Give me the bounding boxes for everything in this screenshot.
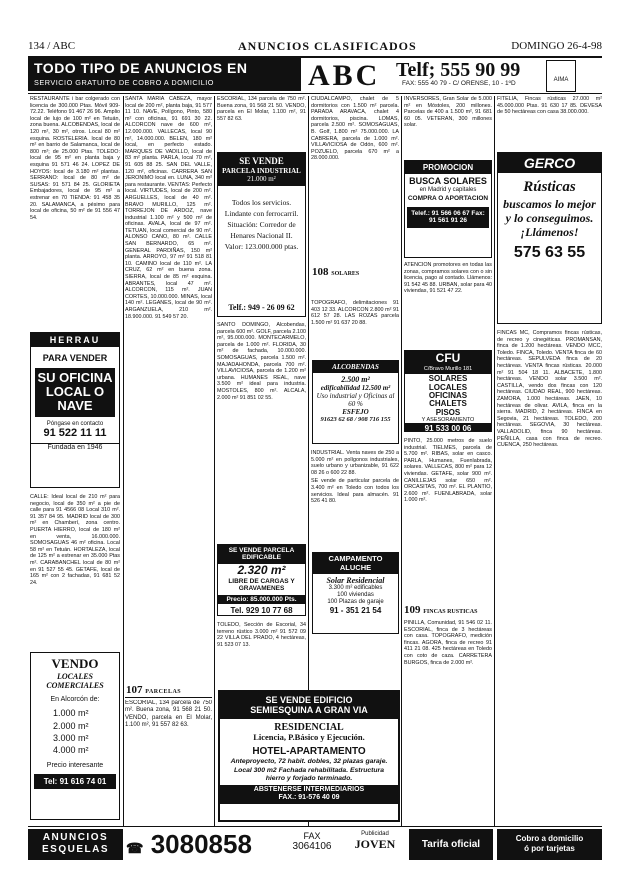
gerco-logo: GERCO — [498, 153, 601, 173]
footer-fax-box — [282, 829, 342, 860]
page-header — [28, 40, 602, 57]
ed-l4: Licencia, P.Básico y Ejecución. — [253, 732, 365, 743]
classified-text: CALLE: Ideal local de 210 m² para negocio, local de 350 m² a pie de calle para 91 4566 08 Local 310 m². 91 357 84 95. MADRID local de 300 m² en Chamberí, zona centro. PUERTA HIERRO, local de 180 m² en venta, 16.000.000. SOMOSAGUAS 46 m² oficina. Local 58 m² en Tetuán. HORTALEZA, local de 125 m² a estrenar en 35.000 Ptas m². CARABANCHEL local de 80 m² en 91 527 55 45. GETAFE, local de 165 m² con 2 fachadas, 91 681 52 24. — [30, 494, 120, 586]
pi-subtitle: PARCELA INDUSTRIAL — [218, 167, 305, 175]
classified-column-6b — [497, 330, 602, 822]
ed-l1: SE VENDE EDIFICIO — [220, 692, 398, 705]
column-divider — [494, 96, 495, 826]
footer-phone-box — [126, 829, 276, 860]
classified-text: TOPOGRAFO, delimitaciones 91 403 12 33. ALCORCON 2.800 m² 91 612 57 28. LAS ROZAS parcela 1.500 m² 91 637 20 88. — [311, 300, 399, 326]
classified-text: ATENCION promotores en todas las zonas, compramos solares con o sin licencia, pago al contado. Llámenos: 91 542 45 88. URBAN, solar para 40 viviendas, 91 521 47 22. — [404, 262, 492, 295]
classified-column-2 — [125, 96, 212, 672]
camp-l1: 3.300 m² edificables — [328, 585, 383, 592]
cfu-item: LOCALES — [428, 382, 468, 392]
footer-cobro-box — [497, 829, 602, 860]
classified-column-5 — [404, 96, 492, 152]
footer-phone: 3080858 — [150, 829, 252, 859]
classified-text: INVERSORES, Gran Solar de 5.000 m² en Móstoles, 200 millones. Parcelas de 400 a 1.500 m², 91 681 60 05. VETERAN, 300 millones solar. — [404, 96, 492, 129]
footer-rule — [28, 826, 602, 827]
column-divider — [214, 96, 215, 826]
ed-l2: SEMIESQUINA A GRAN VIA — [220, 705, 398, 718]
ad-gerco — [497, 152, 602, 324]
classified-column-4c — [311, 450, 399, 542]
classified-column-6 — [497, 96, 602, 148]
banner-subline: SERVICIO GRATUITO DE COBRO A DOMICILIO — [34, 78, 214, 87]
camp-title: CAMPAMENTO — [313, 553, 398, 564]
pe-title: SE VENDE PARCELA EDIFICABLE — [218, 545, 305, 564]
pe-body: LIBRE DE CARGAS Y GRAVAMENES — [228, 577, 295, 593]
footer-tarifa: Tarifa oficial — [409, 829, 493, 860]
locales-size: 1.000 m² — [53, 708, 89, 719]
footer-cobro-1: Cobro a domicilio — [515, 834, 584, 843]
classified-text: TOLEDO, Sección de Escorial, 34 terreno rústico 3.000 m² 91 572 09 22 VILLA DEL PRADO, 4 hectáreas, 91 523 07 13. — [217, 622, 306, 648]
locales-phone: Tel: 91 616 74 01 — [34, 774, 116, 789]
cfu-item: CHALETS — [429, 399, 467, 409]
section-number: 107 — [126, 684, 143, 696]
classified-text: CIUDALCAMPO, chalet de 5 dormitorios con 1.500 m² parcela. PARADA ARAVACA, chalet 4 dormitorios, piscina. LOMAS, parcela 2.500 m². SOMOSAGUAS, B. Golf, 1.800 m² 75.000.000. LA CABRERA, parcela de 1.000 m². VILLAVICIOSA de Odón, 600 m². POZUELO, parcela 670 m² a 28.000.000. — [311, 96, 399, 162]
promo-line2: COMPRA O APORTACION — [407, 195, 489, 203]
section-label: FINCAS RUSTICAS — [423, 609, 478, 615]
classified-text: RESTAURANTE i bar colgerado con licencia de 300.000 Ptas. Móvil 909-72.22. Teléfono 91 467 26 96. Amplio local de lujo de 100 m² en Tetuán, zona buena. ALCOBENDAS, local de 120 m², 30 m², otros. Local 80 m² esquina. ROSTELERIA. local de 80 m² en barrio de Salamanca, local de 800 m²; de 25.000 Ptas. TOLEDO: local de 95 m² en planta baja y esquina 91 571 46 24. LOPEZ DE HOYOS: local de 3.180 m² plantas. SERRANO: local de 80 m² de SUSAS: 91 571 84 25. GLORIETA Embajadores, local de 95 m² a estrenar en 70 TIENDA: 91 458 35 20. SALAMANCA, a pésimo para local de oficina, 50 m² de 91 556 47 54. — [30, 96, 120, 221]
pi-phone: Telf.: 949 - 26 09 62 — [228, 302, 295, 312]
pi-title: SE VENDE — [218, 153, 305, 167]
classified-column-1b — [30, 494, 120, 624]
gerco-headline: Rústicas — [523, 179, 576, 196]
locales-note: Precio interesante — [46, 761, 104, 769]
footer-fax-label: FAX — [303, 831, 321, 841]
alc-name: ESFEJO — [342, 408, 369, 417]
classified-column-3 — [217, 96, 306, 148]
ad-parcela-edificable — [217, 544, 306, 616]
camp-l2: 100 viviendas — [337, 592, 374, 599]
column-divider — [401, 96, 402, 826]
classified-text: SANTA MARIA CABEZA, mayor local de 200 m², planta baja, 91 577 11 10. NAVE, Polígono, Pinto, 580 m² con oficinas, 91 691 30 22. ALCORCON nave de 600 m², 12.000.000. VALLECAS, local 90 m², 14.000.000. BELEN, 180 m² local, en perfecto estado. MARQUES DE VADILLO, local de 83 m² planta. PARLA, local 70 m², 91 605 88 25. SAN DEL VALLE, 120 m², oficinas. CARRERA SAN JERONIMO local en. LUNA, 340 m² para restaurante. VENTAS: Perfecto local. VIRTUDES, local de 200 m². ARGUELLES, local de 40 m². BRAVO MURILLO, 125 m². TORREJON DE ARDOZ, nave industrial 1.100 m² y 500 m² de oficinas. AVALA, local de 97 m². TETUAN, local comercial de 90 m². ALONSO CANO, 80 m². CALLE SAN BERNARDO, 65 m². GENERAL PARDIÑAS, 150 m² planta. ARROYO, 97 m² 91 518 81 10. CAMINO local de 110 m². LA CRUZ, 62 m² en buena zona. SIERRA, local de 85 m² esquina. ABRANTES, local 47 m². ALCORCON, 115 m². JUAN CORTES, 10.000.000. MINAS, local 140 m². LEGANES, local de 90 m². ARGANZUELA, 210 m². 18.900.000. 91 549 57 20. — [125, 96, 212, 320]
footer-cobro-2: ó por tarjetas — [524, 844, 575, 854]
promo-contact: Telef.: 91 566 06 67 Fax: 91 561 91 26 — [407, 207, 489, 228]
alc-phone: 91623 62 68 / 908 716 155 — [320, 416, 391, 424]
camp-l3: 100 Plazas de garaje — [327, 599, 384, 606]
ad-edificio-gran-via — [218, 690, 400, 822]
footer-anuncios: ANUNCIOS — [42, 832, 109, 843]
pe-size: 2.320 m² — [237, 562, 286, 577]
camp-phone: 91 - 351 21 54 — [329, 606, 382, 616]
footer-joven: JOVEN — [354, 836, 396, 851]
section-title: ANUNCIOS CLASIFICADOS — [238, 39, 417, 53]
pe-price: Precio: 85.000.000 Pts. — [218, 595, 305, 604]
column-divider — [123, 96, 124, 826]
cfu-phone: 91 533 00 06 — [405, 423, 491, 432]
herrau-foot: Póngase en contacto — [46, 420, 104, 427]
herrau-headline: PARA VENDER — [42, 353, 108, 364]
classified-column-4b — [311, 300, 399, 348]
herrau-phone: 91 522 11 11 — [43, 427, 107, 440]
phone-icon: ☎ — [126, 840, 144, 856]
section-108-solares — [312, 266, 359, 279]
ads-banner — [28, 58, 301, 91]
abc-phone: Telf; 555 90 99 — [396, 59, 521, 81]
ad-herrau — [30, 332, 120, 488]
section-label: PARCELAS — [145, 689, 182, 695]
classified-text: ESCORIAL, 134 parcela de 750 m². Buena zona, 91 568 21 50. VENDO, parcela en El Molar, 1.100 m², 91 557 82 63. — [125, 700, 212, 728]
footer-fax: 3064106 — [292, 841, 332, 853]
page-number: 134 / ABC — [28, 40, 76, 52]
pi-size: 21.000 m² — [218, 175, 305, 186]
locales-size: 4.000 m² — [53, 744, 89, 755]
cfu-logo: CFU — [405, 351, 491, 366]
gerco-phone: 575 63 55 — [513, 243, 586, 261]
classified-text: PINILLA, Comunidad, 91 546 02 11. ESCORIAL, finca de 3 hectáreas con casa. TOPOGRAFO, medición fincas. AGORA, finca de recreo 91 411 21 08. 425 hectáreas en Toledo con coto de caza. CARRETERA BURGOS, finca de 2.000 m². — [404, 620, 492, 666]
locales-size: 2.000 m² — [53, 720, 89, 731]
ad-locales-alcorcon — [30, 652, 120, 820]
herrau-founded: Fundada en 1946 — [31, 443, 119, 452]
pe-phone: Tel. 929 10 77 68 — [230, 606, 293, 616]
abc-fax: FAX: 555 40 79 - C/ ORENSE, 10 - 1ºD — [402, 80, 516, 87]
section-109-fincas — [404, 604, 477, 617]
section-number: 108 — [312, 266, 329, 278]
ad-campamento — [312, 552, 399, 634]
cfu-addr: C/Bravo Murillo 181 — [405, 366, 491, 374]
classified-column-5d — [404, 620, 492, 822]
cfu-item: OFICINAS — [428, 390, 468, 400]
classified-column-4 — [311, 96, 399, 261]
classified-text: FITELIA, Fincas rústicas 27.000 m² 45.000.000 Ptas. 91 630 17 85. DEVESA de 50 hectáreas con casa 38.000.000. — [497, 96, 602, 116]
gerco-body: buscamos lo mejor y lo conseguimos. ¡Llámenos! — [503, 197, 596, 239]
ed-l6: Anteproyecto, 72 habit. dobles, 32 plazas garaje. Local 300 m2 Fachada rehabilitada. Estructura hierro y forjado terminado. — [230, 758, 388, 783]
locales-subtitle: LOCALES COMERCIALES — [46, 671, 104, 691]
section-number: 109 — [404, 604, 421, 616]
cfu-tag: Y ASESORAMIENTO — [421, 417, 475, 424]
herrau-main: SU OFICINA LOCAL O NAVE — [35, 368, 115, 417]
promo-sub: BUSCA SOLARES — [409, 176, 487, 187]
ad-parcela-industrial — [217, 152, 306, 317]
locales-size: 3.000 m² — [53, 732, 89, 743]
classified-column-5b — [404, 262, 492, 344]
camp-sub: ALUCHE — [313, 564, 398, 575]
alc-edif: edificabilidad 12.500 m² — [320, 384, 391, 393]
classified-column-2b — [125, 700, 212, 822]
banner-rule — [28, 93, 602, 94]
ed-l5: HOTEL-APARTAMENTO — [252, 745, 366, 757]
promo-title: PROMOCION — [405, 161, 491, 174]
locales-title: VENDO — [51, 656, 99, 671]
locales-city: En Alcorcón de: — [50, 696, 100, 704]
classified-text: PINTO, 25.000 metros de suelo industrial. TIELMES, parcela de 5.700 m². RIBAS, solar en casco. PARLA, Humanes, Fuenlabrada, solares. VALLECAS, 800 m² para 12 viviendas. GETAFE, solar 900 m². CANILLEJAS solar 650 m². ORCASITAS, 700 m². EL PLANTIO, 2.600 m². FUENLABRADA, solar 1.000 m². — [404, 438, 492, 504]
cfu-item: SOLARES — [428, 374, 468, 384]
pi-body: Todos los servicios. Lindante con ferrocarril. Situación: Corredor de Henares Nacional II. Valor: 123.000.000 ptas. — [224, 198, 299, 251]
ad-alcobendas — [312, 360, 399, 444]
herrau-brand: HERRAU — [31, 333, 119, 347]
abc-contact-box — [304, 60, 534, 92]
abc-logo: ABC — [308, 59, 381, 92]
classified-text: FINCAS MC, Compramos fincas rústicas, de recreo y cinegéticas. PROMANSAN, finca de 1.200 hectáreas. VENDO MCC, Toledo. FINCA, Toledo. VENTA finca de 60 hectáreas. SEPULVEDA finca de 20 hectáreas. VENTA fincas rústicas. 20.000 m² 91 504 18 11. ALBACETE, 1.800 hectáreas. VENDO solar 3.500 m². CASTILLA, vendo dos fincas con 120 hectáreas. CIUDAD REAL, 900 hectáreas. ZAMORA, 1.000 hectáreas. JAEN, 10 hectáreas de olivar. AVILA, finca en la sierra. MADRID, 2 hectáreas. FINCA en Segovia, 21 hectáreas. TOLEDO, 200 hectáreas. SEGOVIA, 30 hectáreas. VALLADOLID, finca 90 hectáreas. PEÑILLA, casa con finca de recreo. CUENCA, 250 hectáreas. — [497, 330, 602, 449]
ad-promocion — [404, 160, 492, 258]
ed-l7: ABSTENERSE INTERMEDIARIOS — [220, 785, 398, 794]
classified-column-3c — [217, 622, 306, 662]
promo-body: en Madrid y capitales — [419, 186, 477, 193]
footer-publicidad-box — [345, 829, 405, 860]
alc-title: ALCOBENDAS — [313, 361, 398, 373]
cfu-item: PISOS — [435, 407, 461, 417]
classified-column-3b — [217, 322, 306, 524]
issue-date: DOMINGO 26-4-98 — [511, 40, 602, 52]
ad-cfu — [404, 350, 492, 432]
classified-text: INDUSTRIAL. Venta naves de 250 a 5.000 m² en polígonos industriales, suelo urbano y urbanizable, 91 622 08 26 o 600 22 88. — [311, 450, 399, 476]
footer-anuncios-box — [28, 829, 123, 860]
banner-headline: TODO TIPO DE ANUNCIOS EN — [34, 60, 248, 76]
classified-text: SANTO DOMINGO, Alcobendas, parcela 600 m². GOLF, parcela 2.100 m², 95.000.000. MONTECARMELO, parcela de 1.000 m². FLORIDA, 30 m² de fachada, 10.000.000. SOMOSAGUAS, parcela 1.500 m². MAJADAHONDA, parcela 700 m². VILLAVICIOSA, parcela de 1.200 m² urbana. HUMANES REAL, nave 3.500 m² ideal para industria. MOSTOLES, 800 m². ALCALA, 2.000 m² 91 851 02 55. — [217, 322, 306, 401]
ed-l8: FAX.: 91-576 40 09 — [220, 794, 398, 804]
classified-text: ESCORIAL, 134 parcela de 750 m². Buena zona, 91 568 21 50. VENDO, parcela en El Molar, 1.100 m², 91 557 82 63. — [217, 96, 306, 122]
section-107-parcelas — [126, 684, 181, 697]
classified-text: SE vende de particular parcela de 3.400 m² en Toledo con todos los servicios. Ideal para almacén. 91 526 41 80. — [311, 478, 399, 505]
ed-l3: RESIDENCIAL — [274, 721, 344, 733]
alc-use: Uso industrial y Oficinas al 60 % — [316, 392, 395, 409]
classified-column-5c — [404, 438, 492, 600]
aima-badge: AIMA — [546, 60, 576, 92]
camp-body: Solar Residencial — [326, 576, 385, 586]
footer-publicidad: Publicidad — [361, 831, 389, 837]
footer-esquelas: ESQUELAS — [41, 844, 109, 855]
classified-column-1 — [30, 96, 120, 328]
section-label: SOLARES — [331, 271, 360, 277]
alc-size: 2.500 m² — [341, 375, 370, 385]
section-rule — [125, 697, 212, 698]
